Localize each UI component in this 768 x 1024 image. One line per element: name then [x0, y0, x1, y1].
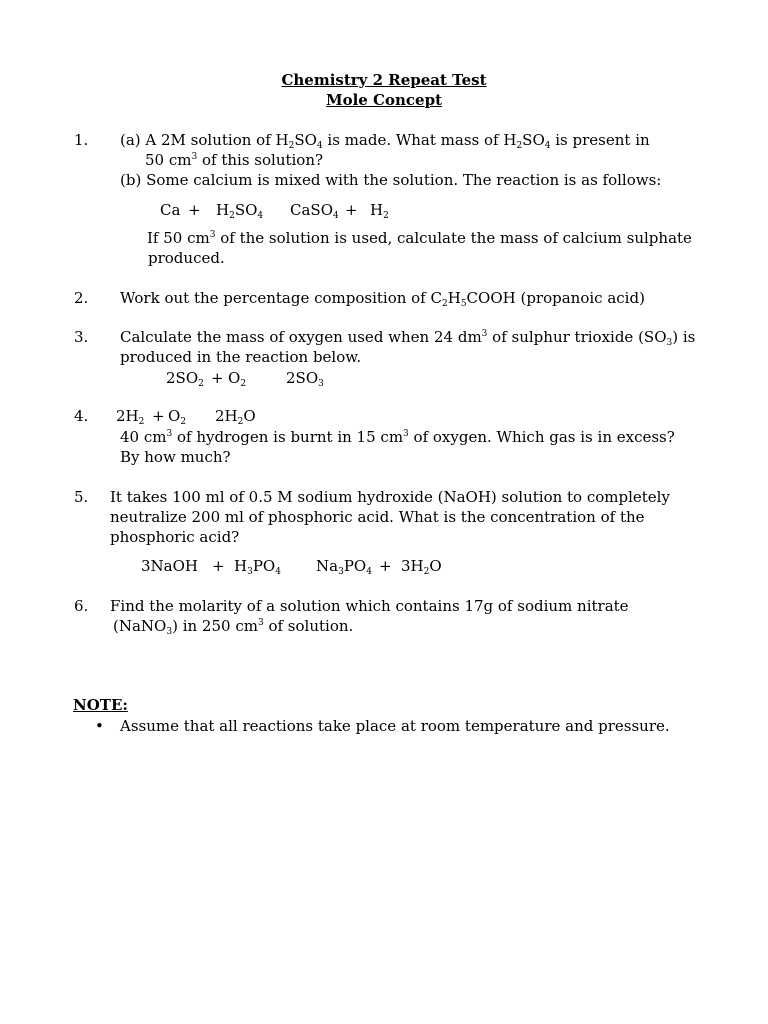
- product: $H_2$: [370, 201, 389, 221]
- plus-sign: +: [212, 557, 225, 575]
- question-number: 6.: [74, 597, 89, 615]
- reactant: $2H_2$: [116, 407, 145, 427]
- plus-sign: +: [379, 557, 392, 575]
- reactant: $O_2$: [168, 407, 187, 427]
- product: $2SO_3$: [286, 369, 324, 389]
- plus-sign: +: [211, 369, 224, 387]
- question-number: 1.: [74, 131, 89, 149]
- reactant: $H_3PO_4$: [234, 557, 281, 577]
- question-text: neutralize 200 ml of phosphoric acid. What is the concentration of the: [110, 508, 645, 526]
- question-number: 5.: [74, 488, 89, 506]
- reactant: 3NaOH: [141, 557, 198, 575]
- question-number: 2.: [74, 289, 89, 307]
- question-text: produced.: [148, 249, 225, 267]
- question-text: produced in the reaction below.: [120, 348, 362, 366]
- question-number: 4.: [74, 407, 89, 425]
- reactant: $2SO_2$: [166, 369, 204, 389]
- question-number: 3.: [74, 328, 89, 346]
- question-text: Find the molarity of a solution which contains 17g of sodium nitrate: [110, 597, 629, 615]
- page-title: Chemistry 2 Repeat Test: [281, 71, 487, 89]
- question-text: (NaNO$_3$) in 250 $cm^3$ of solution.: [113, 617, 354, 637]
- question-text: 40 $cm^3$ of hydrogen is burnt in 15 $cm^3$ of oxygen. Which gas is in excess?: [120, 428, 675, 446]
- question-text: Work out the percentage composition of $C_2H_5COOH$ (propanoic acid): [120, 289, 645, 309]
- plus-sign: +: [345, 201, 358, 219]
- question-text: 50 $cm^3$ of this solution?: [145, 151, 324, 169]
- note-heading: NOTE:: [73, 696, 128, 714]
- bullet-icon: •: [95, 717, 104, 735]
- page-subtitle: Mole Concept: [325, 91, 442, 109]
- question-text: By how much?: [120, 448, 231, 466]
- question-text: (b) Some calcium is mixed with the solution. The reaction is as follows:: [120, 171, 662, 189]
- question-text: It takes 100 ml of 0.5 M sodium hydroxide (NaOH) solution to completely: [110, 488, 670, 506]
- question-text: If 50 $cm^3$ of the solution is used, calculate the mass of calcium sulphate: [147, 229, 692, 247]
- reactant: $O_2$: [228, 369, 247, 389]
- question-text: phosphoric acid?: [110, 528, 240, 546]
- plus-sign: +: [188, 201, 201, 219]
- product: $3H_2O$: [401, 557, 442, 577]
- product: CaSO$_4$: [290, 201, 339, 221]
- reactant: Ca: [160, 201, 181, 219]
- plus-sign: +: [152, 407, 165, 425]
- reactant: $H_2SO_4$: [216, 201, 264, 221]
- note-item: Assume that all reactions take place at room temperature and pressure.: [120, 717, 670, 735]
- question-text: Calculate the mass of oxygen used when 24 $dm^3$ of sulphur trioxide $(SO_3)$ is: [120, 328, 696, 348]
- product: $2H_2O$: [215, 407, 256, 427]
- product: $Na_3PO_4$: [316, 557, 372, 577]
- question-text: (a) A 2M solution of $H_2SO_4$ is made. What mass of $H_2SO_4$ is present in: [120, 131, 650, 151]
